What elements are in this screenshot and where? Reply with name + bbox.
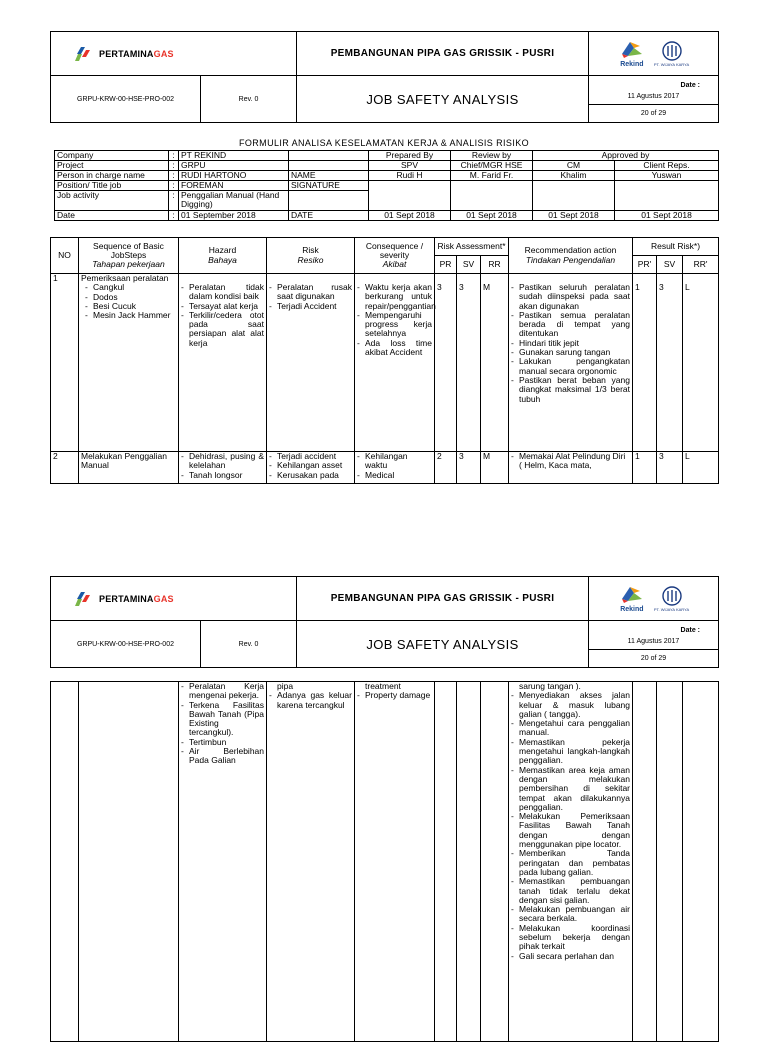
client-date: 01 Sept 2018	[615, 211, 719, 221]
list-item: - Tanah longsor	[181, 471, 264, 480]
rekind-label: Rekind	[620, 60, 644, 68]
date-label: Date :	[680, 81, 700, 89]
chief-date: 01 Sept 2018	[451, 211, 533, 221]
date-value: 11 Agustus 2017	[627, 92, 680, 100]
row-steps	[79, 274, 179, 452]
spv-label: SPV	[369, 161, 451, 171]
list-item: - Waktu kerja akan berkurang untuk repair/penggantian	[357, 283, 432, 311]
row-risks	[267, 274, 355, 452]
list-item: - Gunakan sarung tangan	[511, 348, 630, 357]
position-value: FOREMAN	[179, 181, 289, 191]
list-item: - Terjadi accident	[269, 452, 352, 461]
col-risk-label: Risk	[302, 245, 319, 256]
name-label: NAME	[289, 171, 369, 181]
col-recommendation-id: Tindakan Pengendalian	[525, 254, 616, 265]
list-item: - Tertimbun	[181, 738, 264, 747]
list-item: - Menyediakan akses jalan keluar & masuk lubang galian ( tangga).	[511, 691, 630, 719]
revision: Rev. 0	[201, 621, 297, 668]
col-hazard-id: Bahaya	[208, 254, 237, 265]
row-sv2: 3	[657, 452, 683, 484]
activity-value: Penggalian Manual (Hand Digging)	[179, 191, 289, 211]
info-table	[54, 150, 719, 221]
row-steps: Melakukan Penggalian Manual	[79, 452, 179, 484]
chief-label: Chief/MGR HSE	[451, 161, 533, 171]
cont-risks	[267, 682, 355, 1042]
col-result: Result Risk*)	[633, 238, 719, 256]
col-steps-id: Tahapan pekerjaan	[92, 259, 165, 270]
position-label: Position/ Title job	[55, 181, 169, 191]
col-consequence	[355, 238, 435, 274]
logo-text-gas: GAS	[153, 48, 174, 59]
consequence-continued: treatment	[365, 681, 401, 691]
logo-text: PERTAMINA	[99, 593, 154, 604]
row-rr2: L	[683, 452, 719, 484]
col-pr: PR	[435, 256, 457, 274]
page-number: 20 of 29	[589, 649, 718, 664]
page1-header	[50, 31, 719, 123]
page2-header	[50, 576, 719, 668]
list-item: - Besi Cucuk	[85, 302, 176, 311]
project-title: PEMBANGUNAN PIPA GAS GRISSIK - PUSRI	[297, 32, 589, 76]
row-consequences	[355, 452, 435, 484]
doc-title: JOB SAFETY ANALYSIS	[297, 76, 589, 123]
list-item: - Melakukan koordinasi sebelum bekerja dengan pihak terkait	[511, 924, 630, 952]
colon: :	[169, 181, 179, 191]
col-risk	[267, 238, 355, 274]
logo-text-gas: GAS	[153, 593, 174, 604]
col-risk-id: Resiko	[297, 254, 324, 265]
company-label: Company	[55, 151, 169, 161]
rekind-logo-icon	[618, 585, 646, 605]
list-item: - Melakukan Pemeriksaan Fasilitas Bawah Tanah dengan dengan menggunakan pipe locator.	[511, 812, 630, 849]
col-rr: RR	[481, 256, 509, 274]
jsa-table-continued	[50, 681, 719, 1042]
col-assessment: Risk Assessment*	[435, 238, 509, 256]
list-item: - Tersayat alat kerja	[181, 302, 264, 311]
cont-consequences	[355, 682, 435, 1042]
list-item: - Dodos	[85, 293, 176, 302]
list-item: - Mempengaruhi progress kerja setelahnya	[357, 311, 432, 339]
row-hazards	[179, 274, 267, 452]
table-row	[51, 274, 719, 452]
list-item: - Kehilangan asset	[269, 461, 352, 470]
step-title: Pemeriksaan peralatan	[81, 273, 169, 283]
logo-text: PERTAMINA	[99, 48, 154, 59]
list-item: - Memastikan pembuangan tanah tidak terlalu dekat dengan sisi galian.	[511, 877, 630, 905]
col-no: NO	[51, 238, 79, 274]
list-item: - Lakukan pengangkatan manual secara orgonomic	[511, 357, 630, 376]
pertamina-logo-icon	[75, 592, 95, 606]
rekind-logo-icon	[618, 40, 646, 60]
list-item: - Adanya gas keluar karena tercangkul	[269, 691, 352, 710]
row-sv2: 3	[657, 274, 683, 452]
row-pr: 2	[435, 452, 457, 484]
spv-date: 01 Sept 2018	[369, 211, 451, 221]
list-item: - Ada loss time akibat Accident	[357, 339, 432, 358]
list-item: - Terkena Fasilitas Bawah Tanah (Pipa Existing tercangkul).	[181, 701, 264, 738]
list-item: - Gali secara perlahan dan	[511, 952, 630, 961]
row-recommendations	[509, 274, 633, 452]
row-rr2: L	[683, 274, 719, 452]
list-item: - Peralatan rusak saat digunakan	[269, 283, 352, 302]
list-item: - Air Berlebihan Pada Galian	[181, 747, 264, 766]
date-value: 01 September 2018	[179, 211, 289, 221]
col-steps-label: Sequence of Basic JobSteps	[93, 240, 164, 260]
row-consequences	[355, 274, 435, 452]
col-steps	[79, 238, 179, 274]
list-item: - Dehidrasi, pusing & kelelahan	[181, 452, 264, 471]
list-item: - Pastikan semua peralatan berada di tempat yang ditentukan	[511, 311, 630, 339]
wika-logo-icon	[661, 40, 683, 62]
company-logo	[51, 32, 297, 76]
list-item: - Kehilangan waktu	[357, 452, 432, 471]
client-name: Yuswan	[615, 171, 719, 181]
signature-label: SIGNATURE	[289, 181, 369, 191]
colon: :	[169, 191, 179, 211]
company-logo	[51, 577, 297, 621]
row-no: 1	[51, 274, 79, 452]
pertamina-logo-icon	[75, 47, 95, 61]
list-item: - Melakukan pembuangan air secara berkala.	[511, 905, 630, 924]
page-number: 20 of 29	[589, 104, 718, 119]
recommendation-continued: sarung tangan ).	[519, 681, 581, 691]
row-pr: 3	[435, 274, 457, 452]
row-rr: M	[481, 452, 509, 484]
colon: :	[169, 211, 179, 221]
row-pr2: 1	[633, 274, 657, 452]
wika-label: PT. WIJAYA KARYA	[653, 62, 690, 67]
list-item: - Memakai Alat Pelindung Diri ( Helm, Kaca mata,	[511, 452, 630, 471]
list-item: - Mesin Jack Hammer	[85, 311, 176, 320]
colon: :	[169, 171, 179, 181]
project-label: Project	[55, 161, 169, 171]
list-item: - Peralatan tidak dalam kondisi baik	[181, 283, 264, 302]
person-label: Person in charge name	[55, 171, 169, 181]
col-consequence-label: Consequence / severity	[365, 240, 424, 260]
cm-label: CM	[533, 161, 615, 171]
project-title: PEMBANGUNAN PIPA GAS GRISSIK - PUSRI	[297, 577, 589, 621]
wika-label: PT. WIJAYA KARYA	[653, 607, 690, 612]
doc-number: GRPU-KRW-00-HSE-PRO-002	[51, 76, 201, 123]
colon: :	[169, 151, 179, 161]
date-page-cell	[589, 621, 719, 668]
date-label: Date :	[680, 626, 700, 634]
cm-name: Khalim	[533, 171, 615, 181]
list-item: - Peralatan Kerja mengenai pekerja.	[181, 682, 264, 701]
risk-continued: pipa	[277, 681, 294, 691]
activity-label: Job activity	[55, 191, 169, 211]
list-item: - Pastikan berat beban yang diangkat maksimal 1/3 berat tubuh	[511, 376, 630, 404]
list-item: - Terkilir/cedera otot pada saat persiapan alat alat kerja	[181, 311, 264, 348]
table-row	[51, 682, 719, 1042]
col-sv2: SV	[657, 256, 683, 274]
doc-title: JOB SAFETY ANALYSIS	[297, 621, 589, 668]
cont-recommendations	[509, 682, 633, 1042]
date-value: 11 Agustus 2017	[627, 637, 680, 645]
row-risks	[267, 452, 355, 484]
partner-logos	[589, 32, 719, 76]
list-item: - Mengetahui cara penggalian manual.	[511, 719, 630, 738]
date-page-cell	[589, 76, 719, 123]
col-consequence-id: Akibat	[382, 259, 407, 270]
col-recommendation-label: Recommendation action	[524, 245, 617, 256]
jsa-table	[50, 237, 719, 484]
wika-logo-icon	[661, 585, 683, 607]
col-recommendation	[509, 238, 633, 274]
person-value: RUDI HARTONO	[179, 171, 289, 181]
chief-name: M. Farid Fr.	[451, 171, 533, 181]
cm-date: 01 Sept 2018	[533, 211, 615, 221]
project-value: GRPU	[179, 161, 289, 171]
col-rr2: RR'	[683, 256, 719, 274]
col-pr2: PR'	[633, 256, 657, 274]
col-sv: SV	[457, 256, 481, 274]
prepared-by-label: Prepared By	[369, 151, 451, 161]
revision: Rev. 0	[201, 76, 297, 123]
spv-name: Rudi H	[369, 171, 451, 181]
list-item: - Memastikan pekerja mengetahui langkah-langkah penggalian.	[511, 738, 630, 766]
row-recommendations	[509, 452, 633, 484]
date-label: Date	[55, 211, 169, 221]
list-item: - Cangkul	[85, 283, 176, 292]
table-row	[51, 452, 719, 484]
doc-number: GRPU-KRW-00-HSE-PRO-002	[51, 621, 201, 668]
row-hazards	[179, 452, 267, 484]
approved-by-label: Approved by	[533, 151, 719, 161]
list-item: - Pastikan seluruh peralatan sudah diinspeksi pada saat akan digunakan	[511, 283, 630, 311]
list-item: - Hindari titik jepit	[511, 339, 630, 348]
date2-label: DATE	[289, 211, 369, 221]
list-item: - Property damage	[357, 691, 432, 700]
review-by-label: Review by	[451, 151, 533, 161]
row-no: 2	[51, 452, 79, 484]
list-item: - Memastikan area keja aman dengan melakukan pembersihan di sekitar tempat akan dilakukannya penggalian.	[511, 766, 630, 812]
company-value: PT REKIND	[179, 151, 289, 161]
row-rr: M	[481, 274, 509, 452]
cont-hazards	[179, 682, 267, 1042]
list-item: - Terjadi Accident	[269, 302, 352, 311]
list-item: - Kerusakan pada	[269, 471, 352, 480]
row-pr2: 1	[633, 452, 657, 484]
list-item: - Memberikan Tanda peringatan dan pembatas pada lubang galian.	[511, 849, 630, 877]
col-hazard	[179, 238, 267, 274]
rekind-label: Rekind	[620, 605, 644, 613]
colon: :	[169, 161, 179, 171]
form-title: FORMULIR ANALISA KESELAMATAN KERJA & ANALISIS RISIKO	[238, 138, 530, 148]
row-sv: 3	[457, 452, 481, 484]
list-item: - Medical	[357, 471, 432, 480]
partner-logos	[589, 577, 719, 621]
col-hazard-label: Hazard	[208, 245, 237, 256]
client-label: Client Reps.	[615, 161, 719, 171]
row-sv: 3	[457, 274, 481, 452]
